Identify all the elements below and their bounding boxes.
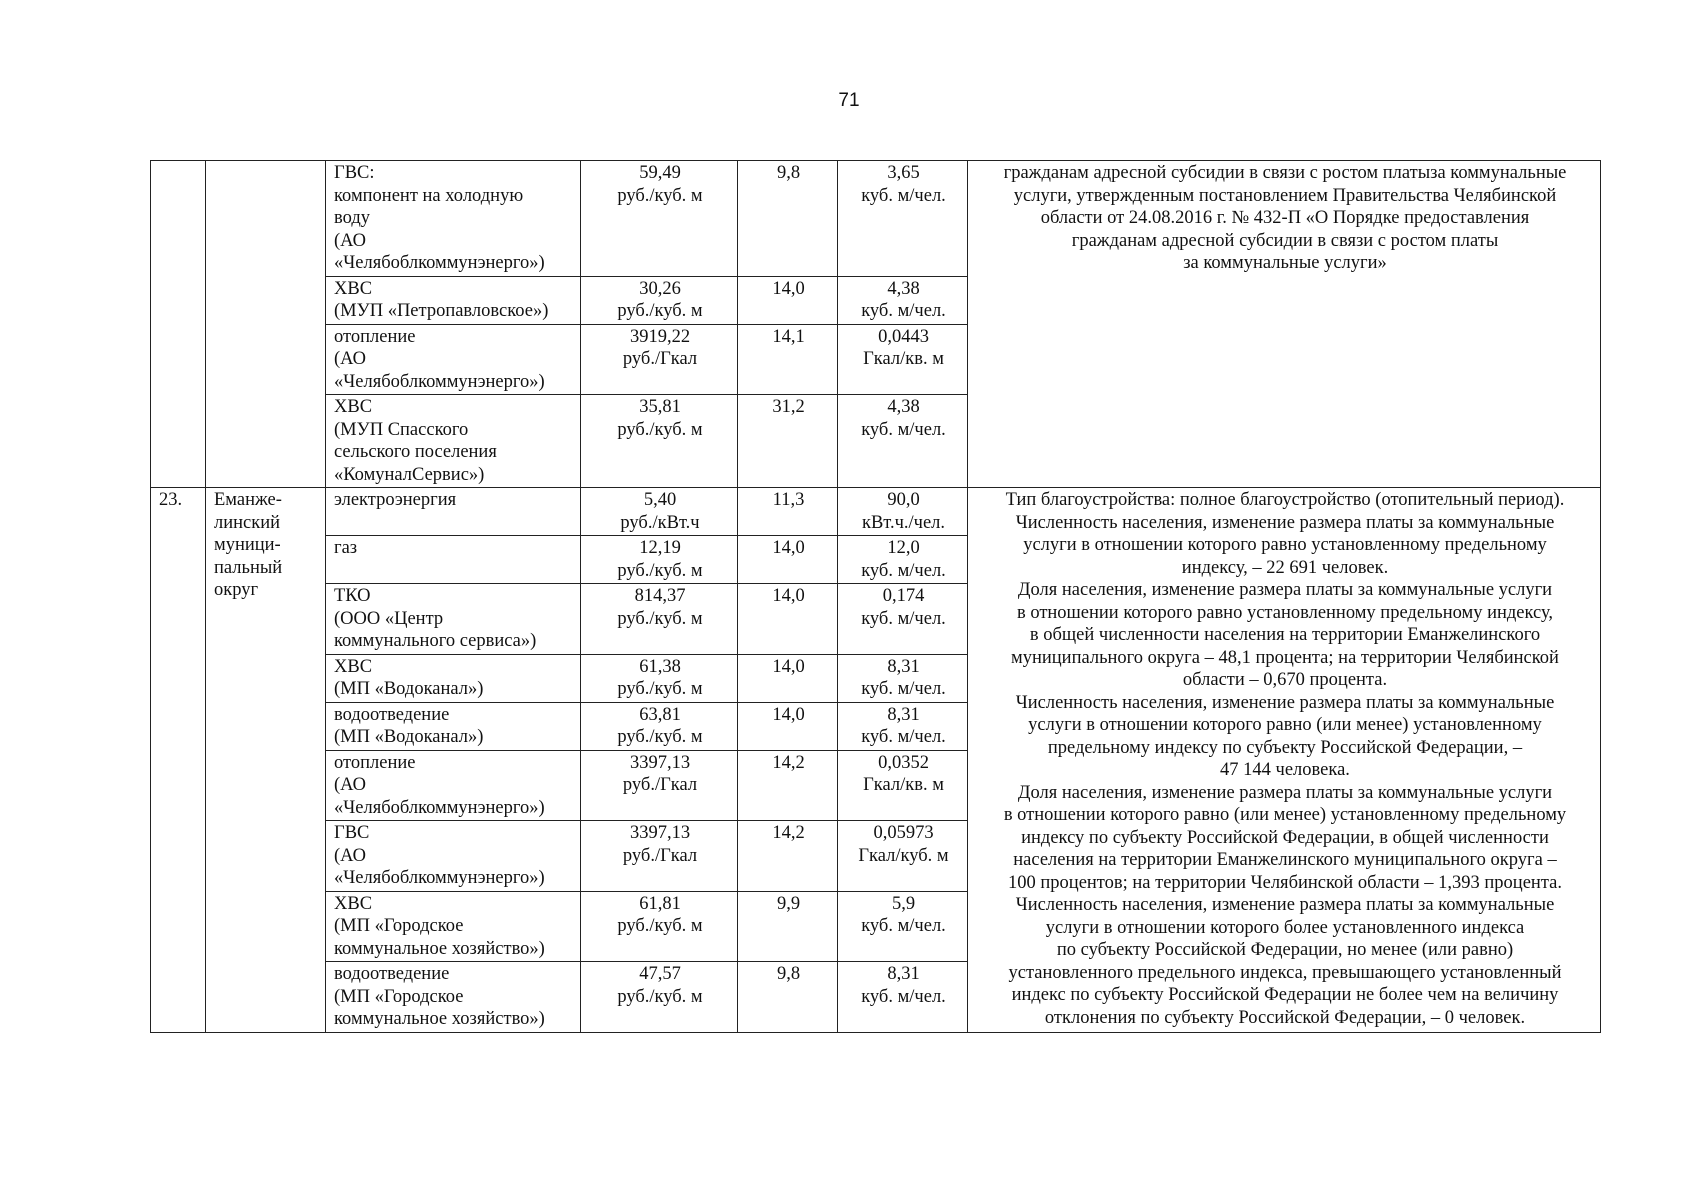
service-cell: ТКО (ООО «Центр коммунального сервиса») xyxy=(326,584,581,655)
index-cell: 14,2 xyxy=(738,821,838,892)
index-cell: 14,0 xyxy=(738,536,838,584)
service-cell: отопление (АО «Челябоблкоммунэнерго») xyxy=(326,750,581,821)
tariff-cell: 61,38 руб./куб. м xyxy=(581,654,738,702)
index-cell: 14,2 xyxy=(738,750,838,821)
table-row xyxy=(151,161,1601,277)
norm-cell: 4,38 куб. м/чел. xyxy=(838,395,968,488)
tariff-cell: 63,81 руб./куб. м xyxy=(581,702,738,750)
norm-cell: 0,0352 Гкал/кв. м xyxy=(838,750,968,821)
norm-cell: 8,31 куб. м/чел. xyxy=(838,962,968,1033)
entry-number-cell: 23. xyxy=(151,488,206,1033)
service-cell: электроэнергия xyxy=(326,488,581,536)
service-cell: ГВС (АО «Челябоблкоммунэнерго») xyxy=(326,821,581,892)
tariff-cell: 5,40 руб./кВт.ч xyxy=(581,488,738,536)
municipality-cell xyxy=(206,161,326,488)
service-cell: ХВС (МП «Городское коммунальное хозяйство») xyxy=(326,891,581,962)
municipality-cell: Еманже- линский муници- пальный округ xyxy=(206,488,326,1033)
service-cell: ХВС (МП «Водоканал») xyxy=(326,654,581,702)
tariff-cell: 59,49 руб./куб. м xyxy=(581,161,738,277)
norm-cell: 8,31 куб. м/чел. xyxy=(838,654,968,702)
index-cell: 14,0 xyxy=(738,654,838,702)
index-cell: 9,8 xyxy=(738,161,838,277)
norm-cell: 5,9 куб. м/чел. xyxy=(838,891,968,962)
note-cell: гражданам адресной субсидии в связи с ростом платыза коммунальные услуги, утвержденным постановлением Правительства Челябинской области от 24.08.2016 г. № 432-П «О Порядке предоставления гражданам адресной субсидии в связи с ростом платы за коммунальные услуги» xyxy=(968,161,1601,488)
index-cell: 9,9 xyxy=(738,891,838,962)
entry-number-cell xyxy=(151,161,206,488)
tariff-cell: 12,19 руб./куб. м xyxy=(581,536,738,584)
norm-cell: 0,05973 Гкал/куб. м xyxy=(838,821,968,892)
service-cell: водоотведение (МП «Городское коммунальное хозяйство») xyxy=(326,962,581,1033)
service-cell: ХВС (МУП Спасского сельского поселения «КомуналСервис») xyxy=(326,395,581,488)
tariff-cell: 61,81 руб./куб. м xyxy=(581,891,738,962)
table-row xyxy=(151,488,1601,536)
service-cell: водоотведение (МП «Водоканал») xyxy=(326,702,581,750)
index-cell: 9,8 xyxy=(738,962,838,1033)
norm-cell: 12,0 куб. м/чел. xyxy=(838,536,968,584)
tariff-cell: 47,57 руб./куб. м xyxy=(581,962,738,1033)
index-cell: 14,0 xyxy=(738,584,838,655)
note-cell: Тип благоустройства: полное благоустройство (отопительный период). Численность населения, изменение размера платы за коммунальные услуги в отношении которого равно установленному предельному индексу, – 22 691 человек. Доля населения, изменение размера платы за коммунальные услуги в отношении которого равно установленному предельному индексу, в общей численности населения на территории Еманжелинского муниципального округа – 48,1 процента; на территории Челябинской области – 0,670 процента. Численность населения, изменение размера платы за коммунальные услуги в отношении которого равно (или менее) установленному предельному индексу по субъекту Российской Федерации, – 47 144 человека. Доля населения, изменение размера платы за коммунальные услуги в отношении которого равно (или менее) установленному предельному индексу по субъекту Российской Федерации, в общей численности населения на территории Еманжелинского муниципального округа – 100 процентов; на территории Челябинской области – 1,393 процента. Численность населения, изменение размера платы за коммунальные услуги в отношении которого более установленного индекса по субъекту Российской Федерации, но менее (или равно) установленного предельного индекса, превышающего установленный индекс по субъекту Российской Федерации не более чем на величину отклонения по субъекту Российской Федерации, – 0 человек. xyxy=(968,488,1601,1033)
norm-cell: 3,65 куб. м/чел. xyxy=(838,161,968,277)
norm-cell: 90,0 кВт.ч./чел. xyxy=(838,488,968,536)
norm-cell: 0,0443 Гкал/кв. м xyxy=(838,324,968,395)
norm-cell: 4,38 куб. м/чел. xyxy=(838,276,968,324)
service-cell: ГВС: компонент на холодную воду (АО «Челябоблкоммунэнерго») xyxy=(326,161,581,277)
norm-cell: 8,31 куб. м/чел. xyxy=(838,702,968,750)
service-cell: газ xyxy=(326,536,581,584)
index-cell: 11,3 xyxy=(738,488,838,536)
tariff-cell: 814,37 руб./куб. м xyxy=(581,584,738,655)
tariff-cell: 3397,13 руб./Гкал xyxy=(581,821,738,892)
tariff-cell: 3397,13 руб./Гкал xyxy=(581,750,738,821)
index-cell: 14,0 xyxy=(738,276,838,324)
tariff-cell: 30,26 руб./куб. м xyxy=(581,276,738,324)
index-cell: 14,0 xyxy=(738,702,838,750)
tariff-cell: 35,81 руб./куб. м xyxy=(581,395,738,488)
norm-cell: 0,174 куб. м/чел. xyxy=(838,584,968,655)
service-cell: ХВС (МУП «Петропавловское») xyxy=(326,276,581,324)
tariff-table xyxy=(150,160,1601,1033)
page-number: 71 xyxy=(838,90,860,111)
index-cell: 31,2 xyxy=(738,395,838,488)
index-cell: 14,1 xyxy=(738,324,838,395)
service-cell: отопление (АО «Челябоблкоммунэнерго») xyxy=(326,324,581,395)
tariff-cell: 3919,22 руб./Гкал xyxy=(581,324,738,395)
